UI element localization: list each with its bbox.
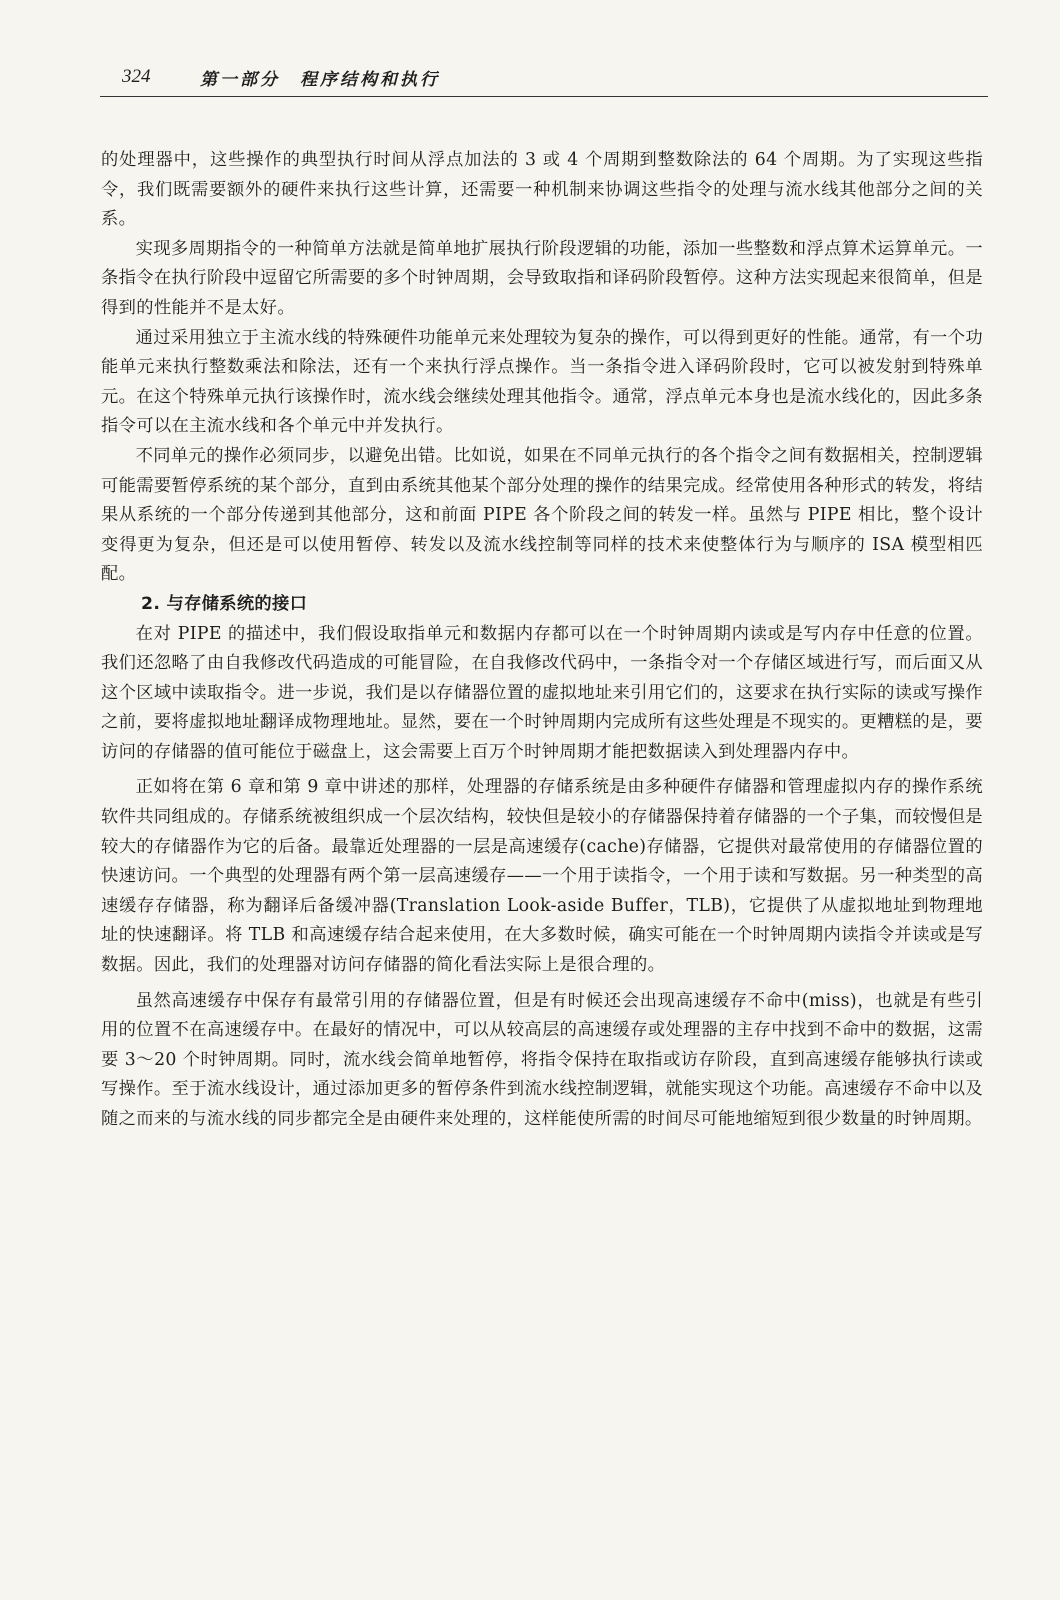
running-title: 第一部分 程序结构和执行 — [200, 70, 440, 90]
paragraph-2: 实现多周期指令的一种简单方法就是简单地扩展执行阶段逻辑的功能，添加一些整数和浮点算术运算单元。一条指令在执行阶段中逗留它所需要的多个时钟周期，会导致取指和译码阶段暂停。这种方法实现起来很简单，但是得到的性能并不是太好。 — [101, 238, 983, 318]
paragraph-7: 虽然高速缓存中保存有最常引用的存储器位置，但是有时候还会出现高速缓存不命中(miss)，也就是有些引用的位置不在高速缓存中。在最好的情况中，可以从较高层的高速缓存或处理器的主存中找到不命中的数据，这需要 3～20 个时钟周期。同时，流水线会简单地暂停，将指令保持在取指或访存阶段，直到高速缓存能够执行读或写操作。至于流水线设计，通过添加更多的暂停条件到流水线控制逻辑，就能实现这个功能。高速缓存不命中以及随之而来的与流水线的同步都完全是由硬件来处理的，这样能使所需的时间尽可能地缩短到很少数量的时钟周期。 — [101, 990, 983, 1129]
paragraph-5: 在对 PIPE 的描述中，我们假设取指单元和数据内存都可以在一个时钟周期内读或是写内存中任意的位置。我们还忽略了由自我修改代码造成的可能冒险，在自我修改代码中，一条指令对一个存储区域进行写，而后面又从这个区域中读取指令。进一步说，我们是以存储器位置的虚拟地址来引用它们的，这要求在执行实际的读或写操作之前，要将虚拟地址翻译成物理地址。显然，要在一个时钟周期内完成所有这些处理是不现实的。更糟糕的是，要访问的存储器的值可能位于磁盘上，这会需要上百万个时钟周期才能把数据读入到处理器内存中。 — [101, 623, 983, 762]
paragraph-6: 正如将在第 6 章和第 9 章中讲述的那样，处理器的存储系统是由多种硬件存储器和管理虚拟内存的操作系统软件共同组成的。存储系统被组织成一个层次结构，较快但是较小的存储器保持着存储器的一个子集，而较慢但是较大的存储器作为它的后备。最靠近处理器的一层是高速缓存(cache)存储器，它提供对最常使用的存储器位置的快速访问。一个典型的处理器有两个第一层高速缓存——一个用于读指令，一个用于读和写数据。另一种类型的高速缓存存储器，称为翻译后备缓冲器(Translation Look-aside Buffer，TLB)，它提供了从虚拟地址到物理地址的快速翻译。将 TLB 和高速缓存结合起来使用，在大多数时候，确实可能在一个时钟周期内读指令并读或是写数据。因此，我们的处理器对访问存储器的简化看法实际上是很合理的。 — [101, 777, 983, 976]
page-number: 324 — [122, 66, 151, 87]
paragraph-4: 不同单元的操作必须同步，以避免出错。比如说，如果在不同单元执行的各个指令之间有数据相关，控制逻辑可能需要暂停系统的某个部分，直到由系统其他某个部分处理的操作的结果完成。经常使用各种形式的转发，将结果从系统的一个部分传递到其他部分，这和前面 PIPE 各个阶段之间的转发一样。虽然与 PIPE 相比，整个设计变得更为复杂，但还是可以使用暂停、转发以及流水线控制等同样的技术来使整体行为与顺序的 ISA 模型相匹配。 — [101, 445, 983, 585]
running-header — [100, 62, 988, 97]
paragraph-1: 的处理器中，这些操作的典型执行时间从浮点加法的 3 或 4 个周期到整数除法的 64 个周期。为了实现这些指令，我们既需要额外的硬件来执行这些计算，还需要一种机制来协调这些指令的处理与流水线其他部分之间的关系。 — [101, 150, 983, 230]
section-heading: 2. 与存储系统的接口 — [141, 593, 308, 614]
paragraph-3: 通过采用独立于主流水线的特殊硬件功能单元来处理较为复杂的操作，可以得到更好的性能。通常，有一个功能单元来执行整数乘法和除法，还有一个来执行浮点操作。当一条指令进入译码阶段时，它可以被发射到特殊单元。在这个特殊单元执行该操作时，流水线会继续处理其他指令。通常，浮点单元本身也是流水线化的，因此多条指令可以在主流水线和各个单元中并发执行。 — [101, 327, 983, 437]
body-text — [101, 146, 983, 1135]
